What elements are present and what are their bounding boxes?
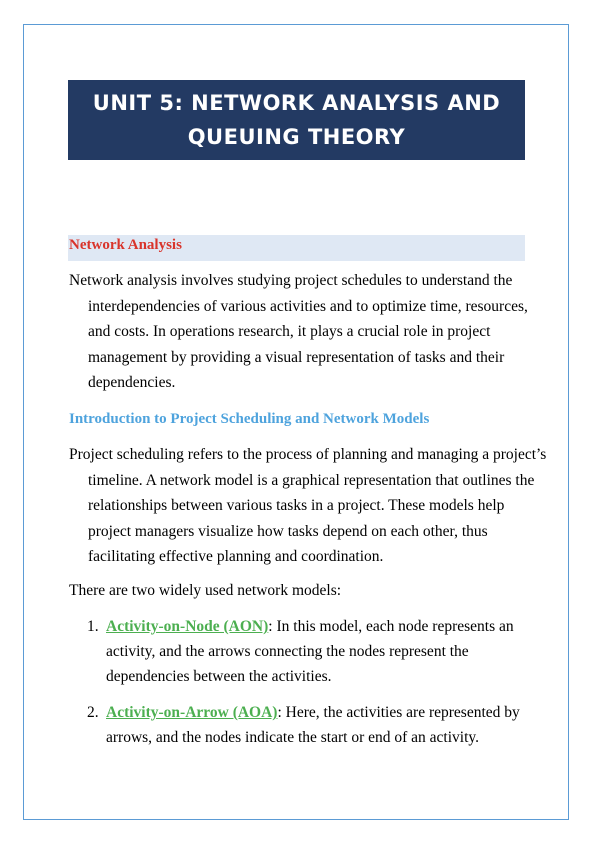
unit-title: UNIT 5: NETWORK ANALYSIS AND QUEUING THEORY bbox=[92, 91, 501, 149]
list-text: : Here, the activities are represented by arrows, and the nodes indicate the start or end of an activity. bbox=[106, 704, 520, 746]
list-item bbox=[87, 614, 527, 689]
list-text: : In this model, each node represents an activity, and the arrows connecting the nodes represent the dependencies between the activities. bbox=[106, 618, 514, 685]
list-number: 1. bbox=[87, 618, 99, 635]
subsection-heading: Introduction to Project Scheduling and Network Models bbox=[69, 411, 430, 427]
unit-title-banner bbox=[68, 80, 525, 160]
list-item bbox=[87, 700, 527, 750]
list-term: Activity-on-Arrow (AOA) bbox=[106, 704, 278, 721]
section-heading-bar bbox=[68, 235, 525, 261]
list-body bbox=[106, 700, 527, 750]
network-analysis-paragraph: Network analysis involves studying project schedules to understand the interdependencies of various activities and to optimize time, resources, and costs. In operations research, it plays a crucial role in project management by providing a visual representation of tasks and their dependencies. bbox=[69, 272, 528, 391]
list-body bbox=[106, 614, 527, 689]
network-models-intro: There are two widely used network models: bbox=[69, 582, 342, 599]
list-term: Activity-on-Node (AON) bbox=[106, 618, 269, 635]
section-heading: Network Analysis bbox=[69, 237, 182, 253]
project-scheduling-paragraph: Project scheduling refers to the process of planning and managing a project’s timeline. A network model is a graphical representation that outlines the relationships between various tasks in a project. These models help project managers visualize how tasks depend on each other, thus facilitating effective planning and coordination. bbox=[69, 446, 547, 565]
list-number: 2. bbox=[87, 704, 99, 721]
